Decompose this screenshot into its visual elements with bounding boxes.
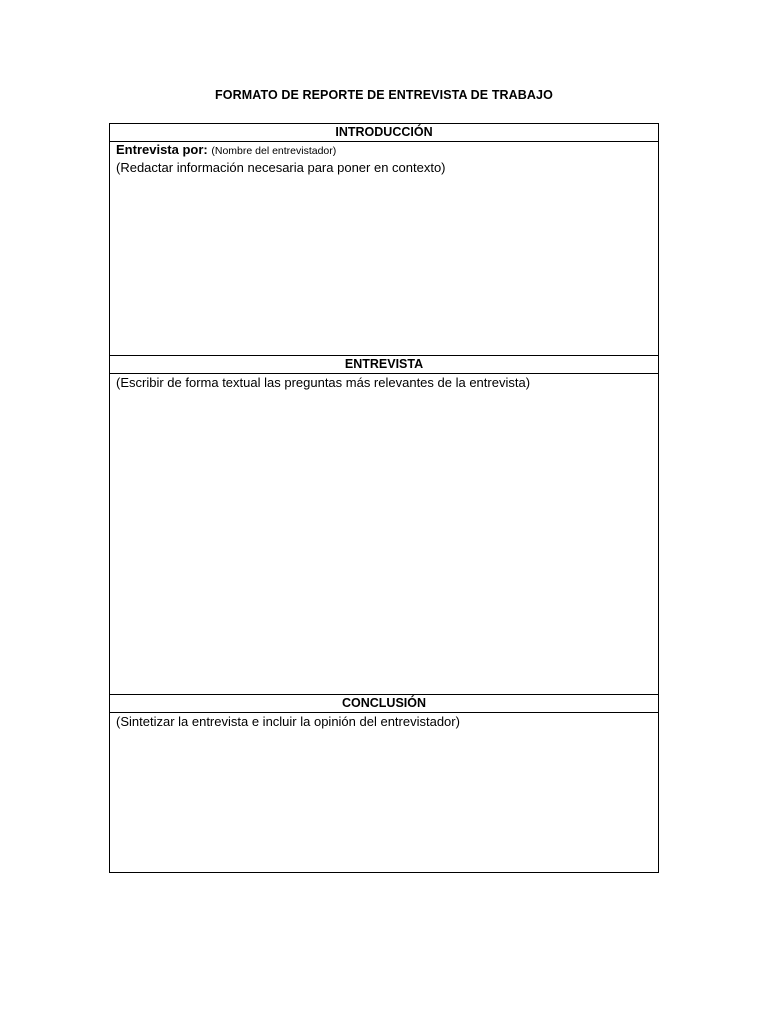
report-form-table xyxy=(109,123,659,873)
interviewer-line xyxy=(116,142,652,159)
introduction-body-row xyxy=(110,142,659,356)
conclusion-instruction: (Sintetizar la entrevista e incluir la opinión del entrevistador) xyxy=(116,714,460,729)
interview-body-row xyxy=(110,374,659,695)
document-title: FORMATO DE REPORTE DE ENTREVISTA DE TRABAJO xyxy=(215,88,553,102)
interview-instruction: (Escribir de forma textual las preguntas más relevantes de la entrevista) xyxy=(116,375,531,390)
introduction-header: INTRODUCCIÓN xyxy=(110,124,659,142)
conclusion-header: CONCLUSIÓN xyxy=(110,695,659,713)
introduction-header-row xyxy=(110,124,659,142)
interview-header-row xyxy=(110,356,659,374)
conclusion-body[interactable] xyxy=(110,713,659,873)
conclusion-body-row xyxy=(110,713,659,873)
interview-header: ENTREVISTA xyxy=(110,356,659,374)
interviewer-label: Entrevista por: xyxy=(116,142,208,157)
interview-body[interactable] xyxy=(110,374,659,695)
conclusion-header-row xyxy=(110,695,659,713)
interviewer-hint: (Nombre del entrevistador) xyxy=(211,145,337,157)
introduction-instruction: (Redactar información necesaria para poner en contexto) xyxy=(116,160,446,175)
introduction-body[interactable] xyxy=(110,142,659,356)
